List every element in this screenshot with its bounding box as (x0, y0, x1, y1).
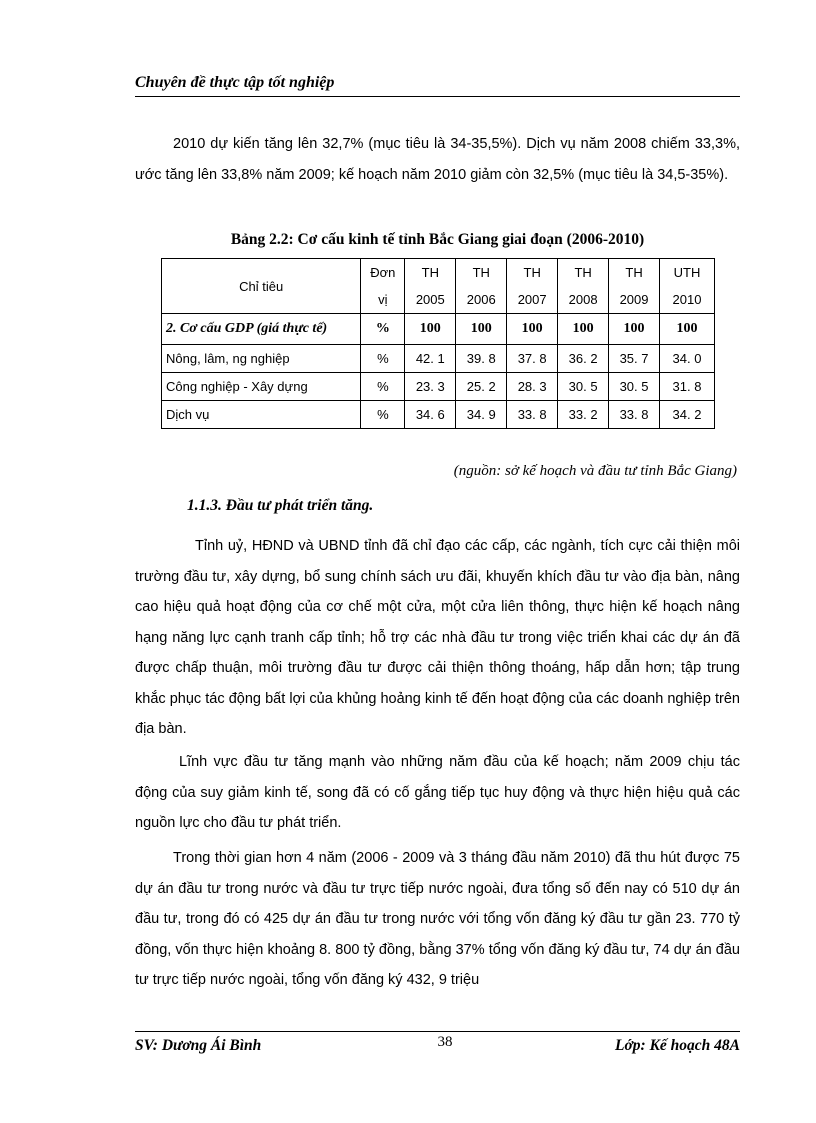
row-unit: % (361, 345, 405, 373)
table-cell: 34. 0 (660, 345, 715, 373)
page-header-title: Chuyên đề thực tập tốt nghiệp (135, 74, 335, 91)
header-year: TH 2005 (405, 259, 456, 314)
footer-divider (135, 1031, 740, 1032)
footer-student-name: SV: Dương Ái Bình (135, 1037, 262, 1054)
table-cell: 34. 6 (405, 401, 456, 429)
table-cell: 35. 7 (609, 345, 660, 373)
table-cell: 34. 9 (456, 401, 507, 429)
row-unit: % (361, 314, 405, 345)
table-cell: 37. 8 (507, 345, 558, 373)
header-unit: Đơn vị (361, 259, 405, 314)
header-year: UTH 2010 (660, 259, 715, 314)
table-header-row (162, 259, 715, 314)
table-cell: 100 (405, 314, 456, 345)
row-unit: % (361, 401, 405, 429)
paragraph-investment-policy: Tỉnh uỷ, HĐND và UBND tỉnh đã chỉ đạo các cấp, các ngành, tích cực cải thiện môi trường đầu tư, xây dựng, bổ sung chính sách ưu đãi, khuyến khích đầu tư vào địa bàn, nâng cao hiệu quả hoạt động của cơ chế một cửa, một cửa liên thông, thực hiện kế hoạch nâng hạng năng lực cạnh tranh cấp tỉnh; hỗ trợ các nhà đầu tư trong việc triển khai các dự án đã được chấp thuận, môi trường đầu tư được cải thiện thông thoáng, hấp dẫn hơn; tập trung khắc phục tác động bất lợi của khủng hoảng kinh tế đến hoạt động của các doanh nghiệp trên địa bàn. (135, 538, 740, 737)
table-row (162, 314, 715, 345)
header-year: TH 2008 (558, 259, 609, 314)
header-year: TH 2009 (609, 259, 660, 314)
row-unit: % (361, 373, 405, 401)
table-cell: 100 (507, 314, 558, 345)
header-year: TH 2006 (456, 259, 507, 314)
table-cell: 30. 5 (609, 373, 660, 401)
table-cell: 100 (609, 314, 660, 345)
table-caption: Bảng 2.2: Cơ cấu kinh tế tỉnh Bắc Giang giai đoạn (2006-2010) (230, 231, 645, 248)
header-indicator: Chỉ tiêu (162, 259, 361, 314)
section-heading: 1.1.3. Đầu tư phát triển tăng. (187, 497, 374, 514)
table-cell: 100 (456, 314, 507, 345)
table-cell: 31. 8 (660, 373, 715, 401)
header-year: TH 2007 (507, 259, 558, 314)
table-cell: 25. 2 (456, 373, 507, 401)
row-label: 2. Cơ cấu GDP (giá thực tế) (162, 314, 361, 345)
page-number: 38 (437, 1034, 453, 1050)
table-cell: 100 (558, 314, 609, 345)
table-cell: 30. 5 (558, 373, 609, 401)
row-label: Dịch vụ (162, 401, 361, 429)
row-label: Nông, lâm, ng nghiệp (162, 345, 361, 373)
table-row (162, 401, 715, 429)
paragraph-investment-projects: Trong thời gian hơn 4 năm (2006 - 2009 và 3 tháng đầu năm 2010) đã thu hút được 75 dự án đầu tư trong nước và đầu tư trực tiếp nước ngoài, đưa tổng số đến nay có 510 dự án đầu tư, trong đó có 425 dự án đầu tư trong nước với tổng vốn đăng ký đầu tư gần 23. 770 tỷ đồng, vốn thực hiện khoảng 8. 800 tỷ đồng, bằng 37% tổng vốn đăng ký đầu tư, 74 dự án đầu tư trực tiếp nước ngoài, tổng vốn đăng ký 432, 9 triệu (135, 850, 740, 988)
table-cell: 36. 2 (558, 345, 609, 373)
table-cell: 34. 2 (660, 401, 715, 429)
paragraph-intro: 2010 dự kiến tăng lên 32,7% (mục tiêu là 34-35,5%). Dịch vụ năm 2008 chiếm 33,3%, ước tăng lên 33,8% năm 2009; kế hoạch năm 2010 giảm còn 32,5% (mục tiêu là 34,5-35%). (135, 136, 740, 183)
table-cell: 33. 8 (507, 401, 558, 429)
economic-structure-table (161, 258, 715, 429)
table-cell: 42. 1 (405, 345, 456, 373)
footer-class-name: Lớp: Kế hoạch 48A (615, 1037, 740, 1054)
table-cell: 28. 3 (507, 373, 558, 401)
table-cell: 33. 8 (609, 401, 660, 429)
table-cell: 100 (660, 314, 715, 345)
table-row (162, 373, 715, 401)
row-label: Công nghiệp - Xây dựng (162, 373, 361, 401)
table-row (162, 345, 715, 373)
paragraph-investment-growth: Lĩnh vực đầu tư tăng mạnh vào những năm đầu của kế hoạch; năm 2009 chịu tác động của suy giảm kinh tế, song đã có cố gắng tiếp tục huy động và thực hiện hiệu quả các nguồn lực cho đầu tư phát triển. (135, 754, 740, 831)
table-source-note: (nguồn: sở kế hoạch và đầu tư tỉnh Bắc Giang) (453, 463, 737, 479)
header-divider (135, 96, 740, 97)
table-cell: 39. 8 (456, 345, 507, 373)
table-cell: 33. 2 (558, 401, 609, 429)
table-cell: 23. 3 (405, 373, 456, 401)
